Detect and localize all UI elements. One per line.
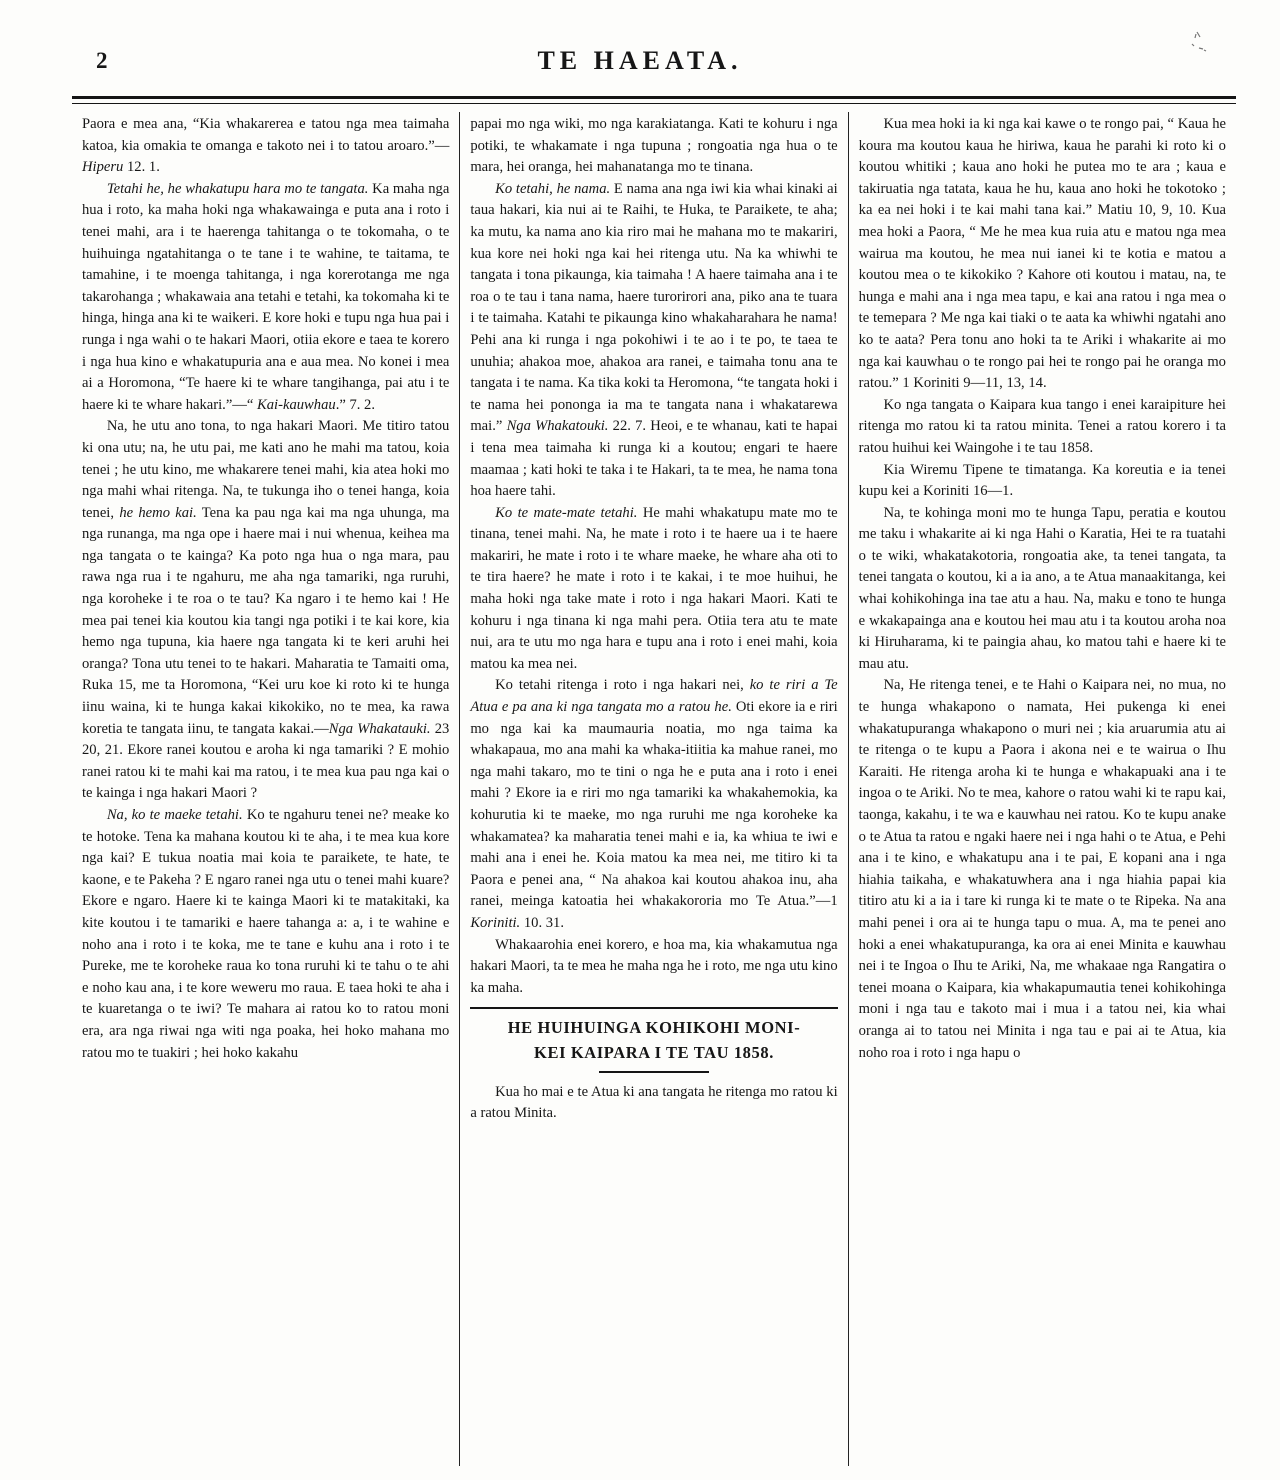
plain-text: Tena ka pau nga kai ma nga uhunga, ma nga runanga, ma nga ope i haere mai i nui whenua, keihea ma nga tangata o te kainga? Ka poto nga hua o nga mara, pau rawa nga rua i te ngahuru, me aha nga tamariki, nga ruruhi, nga koroheke i te roa o te tau? Ka ngaro i te hemo kai ! He mea pai tenei kia koutou kia tangi nga potiki i te kai kore, kia hemo nga tupuna, kia haere nga tangata ki te keri aruhi hei oranga? Tona utu tenei to te hakari. Maharatia te Tamaiti oma, Ruka 15, me ta Horomona, “Kei uru koe ki roto ki te hunga iinu waina, ki te hunga kakai kikokiko, no te mea, ka rawa koretia te tangata iinu, te tangata kakai.— (82, 504, 450, 737)
body-paragraph (82, 114, 449, 179)
columns-container (72, 112, 1236, 1466)
body-paragraph (82, 179, 449, 417)
plain-text: Oti ekore ia e riri mo nga kai ka maumauria noatia, mo nga taima ka whakapaua, mo ana mahi ka whaka-itiitia ka mahue ranei, mo nga mahi takaro, mo te tini o nga he e puta ana i roto i enei mahi ? Ekore ia e riri mo nga tamariki ka whakahemokia, ka kohurutia ki te maeke, mo nga ruruhi me nga koroheke ka whakamatea? ka maharatia tenei mahi e ia, ka whiua te iwi e mahi ana i enei he. Koia matou ka mea nei, me titiro ki ta Paora e penei ana, “ Na ahakoa kai koutou ahakoa inu, aha ranei, meinga katoatia hei whakakororia mo Te Atua.”—1 (470, 699, 838, 910)
masthead-title: TE HAEATA. (537, 46, 743, 75)
column-3 (849, 112, 1236, 1466)
body-paragraph (470, 503, 837, 676)
body-paragraph (859, 460, 1226, 503)
italic-text: Kai-kauwhau (257, 396, 336, 413)
plain-text: Ko nga tangata o Kaipara kua tango i enei karaipiture hei ritenga mo ratou ki ta ratou minita. Tenei a ratou korero i ta ratou huihui kei Waingohe i te tau 1858. (858, 396, 1226, 456)
plain-text: Kia Wiremu Tipene te timatanga. Ka koreutia e ia tenei kupu kei a Koriniti 16—1. (858, 461, 1226, 500)
body-paragraph (470, 114, 837, 179)
plain-text: papai mo nga wiki, mo nga karakiatanga. Kati te kohuru i nga potiki, te whakamate i nga tupuna ; rongoatia nga hua o te mara, hei oranga, hei mahanatanga mo te tinana. (470, 116, 838, 176)
plain-text: He mahi whakatupu mate mo te tinana, tenei mahi. Na, he mate i roto i te haere ua i te haere makariri, he mate i roto i te whare maeke, he whare aha oti to te tira haere? he mate i roto i te kakai, i te moe huihui, he maha hoki nga take mate i roto i nga hakari Maori. Kati te kohuru i nga tinana ki nga mahi pera. Otiia tera atu te mate nui, ara te utu mo nga hara e tupu ana i roto i enei mahi, koia matou ka mea nei. (470, 504, 838, 672)
italic-text: Na, ko te maeke tetahi. (106, 807, 243, 823)
plain-text: Paora e mea ana, “Kia whakarerea e tatou nga mea taimaha katoa, kia omakia te omanga e takoto nei i to tatou aroaro.”— (82, 116, 450, 154)
italic-text: Ko tetahi, he nama. (495, 180, 611, 197)
plain-text: 12. 1. (123, 159, 160, 176)
italic-text: Ko te mate-mate tetahi. (495, 504, 638, 521)
page-header (0, 0, 1280, 96)
page-number: 2 (96, 48, 108, 73)
body-paragraph (859, 114, 1226, 395)
ink-smudge-mark (1184, 28, 1210, 58)
body-paragraph (82, 805, 449, 1064)
italic-text: he hemo kai. (119, 504, 197, 521)
body-paragraph (470, 675, 837, 934)
plain-text: Na, te kohinga moni mo te hunga Tapu, peratia e koutou me taku i whakarite ai ki nga Hahi o Karatia, Hei te ra tuatahi o te wiki, whakatakotoria, rongoatia ake, ta tenei tangata, ta tenei tangata o koutou, ki a ia ano, a te Atua manaakitanga, kei whai kohikohinga ina tae atu a hau. Na, maku e tono te hunga e wkakapainga ana e koutou hei mau atu i ta koutou aroha noa ki Hiruharama, ki te paingia ahau, ko matou tahi e haere ki te mau atu. (858, 504, 1226, 672)
italic-text: Hiperu (82, 159, 124, 176)
column-2 (460, 112, 847, 1466)
plain-text: Na, he utu ano tona, to nga hakari Maori. Me titiro tatou ki ona utu; na, he utu pai, me kati ano he mahi ma tatou, koia tenei ; he utu kino, me whakarere tenei mahi, kia atea hoki mo nga mahi whai ritenga. Na, te tukunga iho o tenei hanga, koia tenei, (82, 418, 450, 521)
plain-text: 10. 31. (520, 914, 564, 931)
body-paragraph (859, 395, 1226, 460)
plain-text: Ko tetahi ritenga i roto i nga hakari nei, (495, 677, 750, 694)
italic-text: Nga Whakatauki. (328, 720, 431, 737)
column-1 (72, 112, 459, 1466)
plain-text: 22. 7. Heoi, e te whanau, kati te hapai i tena mea taimaha ki runga ki a koutou; engari te haere maamaa ; kati hoki te taka i te Hakari, ta te mea, he nama tona hoa haere tahi. (470, 418, 838, 500)
body-paragraph (470, 935, 837, 1000)
body-paragraph (859, 675, 1226, 1064)
body-paragraph (82, 416, 449, 805)
italic-text: Nga Whakatouki. (506, 418, 609, 435)
italic-text: Koriniti. (470, 914, 521, 931)
plain-text: Ko te ngahuru tenei ne? meake ko te hotoke. Tena ka mahana koutou ki te aha, i te mea kua kore nga kai? E tukua noatia mai koia te paraikete, te hate, te kaone, e te Pakeha ? E ngaro ranei nga utu o tenei mahi kuare? Ekore e ngaro. Haere ki te kainga Maori ki te matakitaki, ka kite koutou i te tamariki e haere tahanga a: a, i te wahine e noho ana i roto i te koka, me te tane e kuhu ana i roto i te Pureke, me te koroheke raua ko tona ruruhi ki te tahu o te ahi e noho kau ana, i te kore weweru mo raua. E taea hoki te aha i te kuaretanga o te iwi? Te mahara ai ratou ko to ratou moni era, ara nga riwai nga witi nga poaka, hei hoko mahana mo ratou mo te tuakiri ; hei hoko kakahu (82, 807, 450, 1061)
section-short-rule (599, 1071, 709, 1073)
body-paragraph (470, 179, 837, 503)
plain-text: E nama ana nga iwi kia whai kinaki ai taua hakari, kia nui ai te Raihi, te Huka, te Paraikete, te aha; ka mutu, ka nama ano kia riro mai he mahana mo te makariri, kua kore nei hoki nga kai hei ritenga utu. Na ka whiwhi te tangata i tona pikaunga, kia taimaha ! A haere taimaha ana i te roa o te tau i tana nama, haere turorirori ana, piko ana te tuara i te taimaha. Katahi te pikaunga kino whakaharahara he nama! Pehi ana ki runga i nga pokohiwi i te ao i te po, te taea te unuhia; ahakoa moe, ahakoa ara ranei, e taimaha tonu ana te tangata i te nama. Ka tika koki ta Heromona, “te tangata hoki i te nama hei pononga ia ma te tangata nana i whakatarewa mai.” (470, 180, 838, 435)
plain-text: Kua mea hoki ia ki nga kai kawe o te rongo pai, “ Kaua he koura ma koutou kaua he hiriwa, kaua he parahi ki roto ki o koutou whitiki ; kaua ano hoki he putea mo te ara ; kaua e takiruatia nga tatata, kaua he hu, kaua ano hoki he tokotoko ; ka ea nei hoki i te kai mahi tana kai.” Matiu 10, 9, 10. Kua mea hoki a Paora, “ Me he mea kua ruia atu e matou nga mea wairua ma koutou, he mea nui ianei ki te kotia e matou a koutou mea o te kikokiko ? Kahore oti koutou i matau, na, te hunga e mahi ana i nga mea tapu, e kai ana ratou i nga mea o te temepara ? Me nga kai tiaki o te aata ka whiwhi ngatahi ano ko te aata? Pera tonu ano hoki ta te Ariki i whakarite ai mo nga kai kauwhau o te rongo pai hei te rongo pai he oranga mo ratou.” 1 Koriniti 9—11, 13, 14. (858, 116, 1226, 392)
section-heading: HE HUIHUINGA KOHIKOHI MONI- KEI KAIPARA I TE TAU 1858. (507, 1018, 801, 1063)
italic-text: ko te riri a Te Atua e pa ana ki nga tangata mo a ratou he. (470, 677, 838, 716)
header-rule (72, 96, 1236, 104)
plain-text: .” 7. 2. (335, 396, 376, 413)
section-divider-rule (470, 1007, 837, 1009)
plain-text: 23 20, 21. Ekore ranei koutou e aroha ki nga tamariki ? E mohio ranei ratou ki te mahi kai ma ratou, i te mea kua pau nga kai o te kainga i nga hakari Maori ? (82, 720, 450, 802)
body-paragraph (470, 1082, 837, 1125)
plain-text: Ka maha nga hua i roto, ka maha hoki nga whakawainga e puta ana i roto i tenei mahi, ara i te haerenga tahitanga o te tokomaha, o te huihuinga ngatahitanga o te tane i te wahine, te taitama, te tamahine, i te moenga tahitanga, i nga korerotanga me nga takarohanga ; whakawaia ana tetahi e tetahi, ka tokomaha ki te hinga, hinga ana ki te waikeri. E kore hoki e tupu nga hua pai i runga i nga wahi o te hakari Maori, otiia ekore e taea te korero i nga hua kino e whakatupuria ana e aua mea. No konei i mea ai a Horomona, “Te haere ki te whare tangihanga, pai atu i te haere ki te whare hakari.”—“ (82, 180, 450, 413)
body-paragraph (859, 503, 1226, 676)
italic-text: Tetahi he, he whakatupu hara mo te tangata. (106, 180, 369, 197)
plain-text: Kua ho mai e te Atua ki ana tangata he ritenga mo ratou ki a ratou Minita. (470, 1083, 838, 1122)
plain-text: Na, He ritenga tenei, e te Hahi o Kaipara nei, no mua, no te hunga whakapono o namata, Hei pukenga ki enei whakatupuranga whakapono o muri nei ; kia aruarumia atu ai te ritenga o te kupu a Paora i akona nei e te wairua o Ihu Karaiti. He ritenga aroha ki te hunga e whakapuaki ana i te ingoa o te Ariki. No te mea, kahore o ratou wahi ki te rapu kai, taonga, kakahu, i te wa e kauwhau nei ratou. Ko te kupu anake o te Atua ta ratou e ngaki haere nei i nga hahi o te Atua, e Pehi ana i te kino, e whakatupu ana i te pai, E kopani ana i nga hiahia taikaha, e whakatuwhera ana i nga hiahia papai kia titiro atu ki a ia i tare ki runga ki te mate o te Ripeka. Na ana mahi penei i ora ai te hunga tapu o mua. A, ma te penei ano hoki a enei whakatupuranga, ka ora ai enei Minita e kauwhau nei i te Ingoa o Ihu te Ariki, Na, me whakaae nga Rangatira o tenei moana o Kaipara, kia whakapumautia tenei kohikohinga moni i nga tau e takoto mai i mua i a tatou nei, kia whai oranga ai to tatou nei Minita i nga tau e pai ai te Atua, kia noho roa i roto i nga hapu o (858, 677, 1226, 1061)
plain-text: Whakaarohia enei korero, e hoa ma, kia whakamutua nga hakari Maori, ta te mea he maha nga he i roto, me nga utu kino ka maha. (470, 936, 838, 996)
